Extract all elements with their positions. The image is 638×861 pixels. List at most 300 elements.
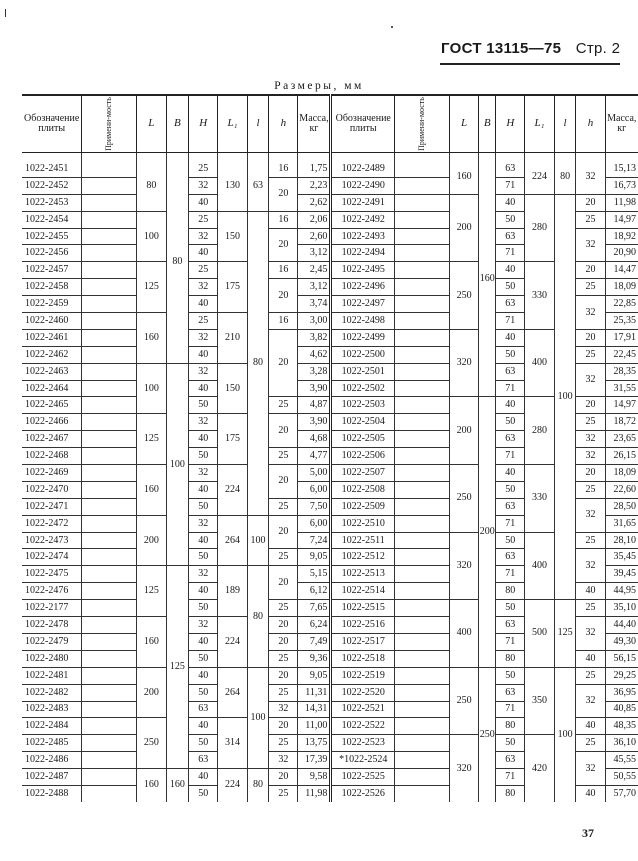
- dim-h: 32: [576, 296, 605, 330]
- mass-kg: 28,50: [605, 498, 638, 515]
- plate-designation: 1022-2521: [331, 701, 395, 718]
- plate-designation: 1022-2467: [22, 431, 82, 448]
- height-H: 71: [496, 448, 525, 465]
- height-H: 71: [496, 633, 525, 650]
- plate-designation: 1022-2499: [331, 329, 395, 346]
- plate-designation: 1022-2492: [331, 211, 395, 228]
- plate-designation: 1022-2482: [22, 684, 82, 701]
- applicability-cell: [82, 583, 137, 600]
- dim-h: 25: [576, 667, 605, 684]
- plate-designation: 1022-2451: [22, 161, 82, 177]
- table-row: [22, 194, 638, 211]
- mass-kg: 23,65: [605, 431, 638, 448]
- spacer-cell: [479, 153, 496, 162]
- dim-h: 32: [576, 549, 605, 583]
- applicability-cell: [395, 245, 450, 262]
- dim-h: 32: [576, 431, 605, 448]
- length-L: 80: [137, 161, 166, 211]
- mass-kg: 18,09: [605, 465, 638, 482]
- applicability-cell: [395, 684, 450, 701]
- height-H: 40: [496, 194, 525, 211]
- applicability-cell: [82, 363, 137, 380]
- spacer-cell: [298, 153, 331, 162]
- applicability-cell: [395, 313, 450, 330]
- height-H: 80: [496, 718, 525, 735]
- dim-l: 80: [247, 769, 269, 802]
- height-H: 25: [189, 313, 218, 330]
- applicability-cell: [82, 414, 137, 431]
- height-H: 50: [496, 346, 525, 363]
- dim-h: 25: [269, 735, 298, 752]
- header-rule: [440, 63, 620, 65]
- applicability-cell: [395, 532, 450, 549]
- dim-h: 16: [269, 161, 298, 177]
- mass-kg: 7,50: [298, 498, 331, 515]
- col-L: L: [137, 95, 166, 153]
- dim-h: 25: [576, 600, 605, 617]
- dim-h: 20: [269, 177, 298, 211]
- applicability-cell: [82, 515, 137, 532]
- length-L1: 175: [218, 262, 247, 313]
- height-H: 32: [189, 465, 218, 482]
- length-L: 200: [137, 515, 166, 566]
- col-mass-2: Масса, кг: [605, 95, 638, 153]
- applicability-cell: [82, 279, 137, 296]
- plate-designation: 1022-2491: [331, 194, 395, 211]
- plate-designation: 1022-2464: [22, 380, 82, 397]
- mass-kg: 9,05: [298, 667, 331, 684]
- height-H: 63: [496, 617, 525, 634]
- applicability-cell: [395, 735, 450, 752]
- height-H: 32: [189, 228, 218, 245]
- length-L1: 150: [218, 211, 247, 262]
- dim-h: 32: [576, 448, 605, 465]
- length-L: 160: [137, 617, 166, 668]
- dim-h: 20: [269, 769, 298, 786]
- height-H: 80: [496, 583, 525, 600]
- plate-designation: 1022-2489: [331, 161, 395, 177]
- plate-designation: 1022-2472: [22, 515, 82, 532]
- applicability-cell: [82, 194, 137, 211]
- applicability-cell: [82, 346, 137, 363]
- height-H: 71: [496, 313, 525, 330]
- col-mass: Масса, кг: [298, 95, 331, 153]
- dim-h: 32: [269, 752, 298, 769]
- plate-designation: 1022-2508: [331, 481, 395, 498]
- applicability-cell: [82, 313, 137, 330]
- plate-designation: 1022-2460: [22, 313, 82, 330]
- dim-h: 25: [576, 481, 605, 498]
- mass-kg: 7,24: [298, 532, 331, 549]
- table-row: [22, 600, 638, 617]
- plate-designation: 1022-2501: [331, 363, 395, 380]
- mass-kg: 2,06: [298, 211, 331, 228]
- mass-kg: 9,05: [298, 549, 331, 566]
- plate-designation: 1022-2506: [331, 448, 395, 465]
- height-H: 32: [189, 566, 218, 583]
- height-H: 50: [496, 600, 525, 617]
- mass-kg: 50,55: [605, 769, 638, 786]
- applicability-cell: [395, 329, 450, 346]
- table-row: [22, 397, 638, 414]
- applicability-cell: [395, 448, 450, 465]
- applicability-cell: [82, 329, 137, 346]
- plate-designation: 1022-2515: [331, 600, 395, 617]
- height-H: 50: [189, 735, 218, 752]
- mass-kg: 6,00: [298, 515, 331, 532]
- mass-kg: 22,45: [605, 346, 638, 363]
- height-H: 32: [189, 177, 218, 194]
- plate-designation: 1022-2487: [22, 769, 82, 786]
- length-L1: 330: [525, 262, 554, 330]
- applicability-cell: [395, 177, 450, 194]
- mass-kg: 11,98: [298, 785, 331, 801]
- dim-h: 20: [269, 566, 298, 600]
- dim-h: 25: [576, 346, 605, 363]
- mass-kg: 20,90: [605, 245, 638, 262]
- applicability-cell: [82, 431, 137, 448]
- length-L: 160: [137, 313, 166, 364]
- dim-h: 25: [269, 650, 298, 667]
- height-H: 50: [496, 414, 525, 431]
- height-H: 50: [189, 684, 218, 701]
- mass-kg: 7,49: [298, 633, 331, 650]
- width-B: 80: [166, 161, 189, 363]
- mass-kg: 9,36: [298, 650, 331, 667]
- mass-kg: 3,12: [298, 279, 331, 296]
- dimensions-table: [22, 94, 638, 802]
- length-L1: 500: [525, 600, 554, 668]
- applicability-cell: [395, 583, 450, 600]
- dim-h: 16: [269, 262, 298, 279]
- length-L: 125: [137, 414, 166, 465]
- dim-h: 25: [576, 279, 605, 296]
- height-H: 63: [496, 363, 525, 380]
- length-L1: 189: [218, 566, 247, 617]
- height-H: 50: [496, 667, 525, 684]
- plate-designation: 1022-2455: [22, 228, 82, 245]
- mass-kg: 35,45: [605, 549, 638, 566]
- applicability-cell: [395, 566, 450, 583]
- mass-kg: 3,82: [298, 329, 331, 346]
- dim-h: 20: [576, 397, 605, 414]
- applicability-cell: [395, 752, 450, 769]
- height-H: 80: [496, 650, 525, 667]
- plate-designation: 1022-2465: [22, 397, 82, 414]
- dim-h: 40: [576, 785, 605, 801]
- width-B: 160: [166, 769, 189, 802]
- dim-l: 80: [247, 566, 269, 667]
- dim-h: 32: [576, 363, 605, 397]
- height-H: 32: [189, 363, 218, 380]
- spacer-cell: [218, 153, 247, 162]
- plate-designation: 1022-2519: [331, 667, 395, 684]
- applicability-cell: [82, 498, 137, 515]
- applicability-cell: [82, 161, 137, 177]
- applicability-cell: [395, 397, 450, 414]
- height-H: 71: [496, 177, 525, 194]
- applicability-cell: [82, 769, 137, 786]
- dim-h: 40: [576, 718, 605, 735]
- height-H: 63: [496, 228, 525, 245]
- mass-kg: 18,92: [605, 228, 638, 245]
- spacer-cell: [576, 153, 605, 162]
- applicability-cell: [395, 279, 450, 296]
- col-designation: Обозначение плиты: [22, 95, 82, 153]
- applicability-cell: [395, 161, 450, 177]
- applicability-cell: [395, 633, 450, 650]
- dim-h: 20: [269, 329, 298, 397]
- height-H: 40: [189, 194, 218, 211]
- mass-kg: 2,45: [298, 262, 331, 279]
- plate-designation: 1022-2502: [331, 380, 395, 397]
- dim-l: 100: [554, 194, 576, 599]
- plate-designation: 1022-2503: [331, 397, 395, 414]
- dim-h: 32: [576, 228, 605, 262]
- height-H: 50: [496, 735, 525, 752]
- length-L: 160: [449, 161, 478, 194]
- mass-kg: 7,65: [298, 600, 331, 617]
- mass-kg: 36,10: [605, 735, 638, 752]
- length-L1: 224: [218, 617, 247, 668]
- dim-l: 80: [554, 161, 576, 194]
- height-H: 40: [189, 532, 218, 549]
- margin-mark: [5, 9, 6, 17]
- dim-l: 125: [554, 600, 576, 668]
- applicability-cell: [395, 211, 450, 228]
- mass-kg: 31,55: [605, 380, 638, 397]
- spacer-cell: [166, 153, 189, 162]
- col-h: h: [269, 95, 298, 153]
- plate-designation: 1022-2518: [331, 650, 395, 667]
- mass-kg: 25,35: [605, 313, 638, 330]
- dim-h: 32: [576, 498, 605, 532]
- plate-designation: 1022-2478: [22, 617, 82, 634]
- mass-kg: 22,60: [605, 481, 638, 498]
- dim-h: 20: [269, 617, 298, 634]
- mass-kg: 14,97: [605, 397, 638, 414]
- dim-h: 32: [576, 617, 605, 651]
- mass-kg: 57,70: [605, 785, 638, 801]
- mass-kg: 39,45: [605, 566, 638, 583]
- applicability-cell: [82, 667, 137, 684]
- dimensions-table-wrap: [22, 94, 638, 802]
- applicability-cell: [395, 515, 450, 532]
- spacer-cell: [496, 153, 525, 162]
- length-L: 320: [449, 329, 478, 397]
- width-B: 100: [166, 363, 189, 566]
- plate-designation: 1022-2496: [331, 279, 395, 296]
- col-L1-2: L₁: [525, 95, 554, 153]
- applicability-cell: [395, 363, 450, 380]
- plate-designation: 1022-2486: [22, 752, 82, 769]
- mass-kg: 5,00: [298, 465, 331, 482]
- plate-designation: 1022-2512: [331, 549, 395, 566]
- height-H: 40: [189, 633, 218, 650]
- scan-speck: [391, 26, 393, 28]
- plate-designation: 1022-2473: [22, 532, 82, 549]
- dim-h: 25: [269, 498, 298, 515]
- mass-kg: 45,55: [605, 752, 638, 769]
- height-H: 63: [496, 161, 525, 177]
- spacer-cell: [137, 153, 166, 162]
- height-H: 32: [189, 414, 218, 431]
- plate-designation: 1022-2498: [331, 313, 395, 330]
- length-L: 200: [449, 397, 478, 465]
- applicability-cell: [82, 465, 137, 482]
- length-L1: 210: [218, 313, 247, 364]
- spacer-cell: [269, 153, 298, 162]
- applicability-cell: [395, 498, 450, 515]
- height-H: 63: [189, 752, 218, 769]
- applicability-cell: [395, 701, 450, 718]
- height-H: 71: [496, 769, 525, 786]
- applicability-cell: [395, 769, 450, 786]
- length-L: 100: [137, 363, 166, 414]
- length-L: 250: [449, 465, 478, 533]
- dim-h: 20: [269, 414, 298, 448]
- mass-kg: 22,85: [605, 296, 638, 313]
- length-L1: 264: [218, 515, 247, 566]
- spacer-cell: [82, 153, 137, 162]
- mass-kg: 6,24: [298, 617, 331, 634]
- height-H: 40: [189, 245, 218, 262]
- applicability-cell: [395, 667, 450, 684]
- height-H: 63: [189, 701, 218, 718]
- plate-designation: 1022-2493: [331, 228, 395, 245]
- height-H: 50: [189, 600, 218, 617]
- spacer-cell: [331, 153, 395, 162]
- spacer-row: [22, 153, 638, 162]
- height-H: 40: [189, 481, 218, 498]
- plate-designation: 1022-2453: [22, 194, 82, 211]
- plate-designation: 1022-2497: [331, 296, 395, 313]
- applicability-cell: [395, 600, 450, 617]
- height-H: 63: [496, 498, 525, 515]
- applicability-cell: [395, 431, 450, 448]
- applicability-cell: [395, 228, 450, 245]
- table-row: [22, 465, 638, 482]
- mass-kg: 18,09: [605, 279, 638, 296]
- applicability-cell: [82, 177, 137, 194]
- dim-h: 25: [576, 211, 605, 228]
- plate-designation: 1022-2461: [22, 329, 82, 346]
- height-H: 50: [189, 498, 218, 515]
- plate-designation: 1022-2505: [331, 431, 395, 448]
- height-H: 50: [496, 211, 525, 228]
- mass-kg: 11,00: [298, 718, 331, 735]
- mass-kg: 9,58: [298, 769, 331, 786]
- length-L: 250: [137, 718, 166, 769]
- mass-kg: 36,95: [605, 684, 638, 701]
- dim-h: 32: [576, 161, 605, 194]
- mass-kg: 5,15: [298, 566, 331, 583]
- table-row: [22, 532, 638, 549]
- height-H: 40: [189, 346, 218, 363]
- mass-kg: 6,12: [298, 583, 331, 600]
- plate-designation: 1022-2483: [22, 701, 82, 718]
- height-H: 63: [496, 549, 525, 566]
- height-H: 71: [496, 515, 525, 532]
- mass-kg: 17,91: [605, 329, 638, 346]
- dim-h: 25: [269, 448, 298, 465]
- dim-h: 16: [269, 211, 298, 228]
- dim-h: 20: [269, 633, 298, 650]
- spacer-cell: [189, 153, 218, 162]
- mass-kg: 17,39: [298, 752, 331, 769]
- plate-designation: 1022-2495: [331, 262, 395, 279]
- dim-h: 16: [269, 313, 298, 330]
- mass-kg: 3,90: [298, 380, 331, 397]
- plate-designation: 1022-2513: [331, 566, 395, 583]
- mass-kg: 11,31: [298, 684, 331, 701]
- length-L1: 224: [218, 465, 247, 516]
- table-caption: Размеры, мм: [274, 80, 364, 92]
- length-L: 160: [137, 465, 166, 516]
- applicability-cell: [82, 245, 137, 262]
- applicability-cell: [395, 718, 450, 735]
- mass-kg: 13,75: [298, 735, 331, 752]
- height-H: 71: [496, 701, 525, 718]
- height-H: 50: [189, 549, 218, 566]
- length-L: 200: [137, 667, 166, 718]
- height-H: 50: [496, 532, 525, 549]
- dim-h: 20: [269, 667, 298, 684]
- height-H: 32: [189, 515, 218, 532]
- plate-designation: 1022-2470: [22, 481, 82, 498]
- height-H: 50: [496, 481, 525, 498]
- mass-kg: 3,28: [298, 363, 331, 380]
- mass-kg: 44,95: [605, 583, 638, 600]
- col-h-2: h: [576, 95, 605, 153]
- plate-designation: 1022-2485: [22, 735, 82, 752]
- applicability-cell: [82, 752, 137, 769]
- applicability-cell: [395, 617, 450, 634]
- col-L1: L₁: [218, 95, 247, 153]
- plate-designation: 1022-2471: [22, 498, 82, 515]
- plate-designation: 1022-2459: [22, 296, 82, 313]
- plate-designation: 1022-2457: [22, 262, 82, 279]
- applicability-cell: [82, 481, 137, 498]
- dim-h: 25: [269, 785, 298, 801]
- mass-kg: 40,85: [605, 701, 638, 718]
- applicability-cell: [82, 650, 137, 667]
- col-applicability-2: Примени-мость: [395, 95, 450, 153]
- table-row: [22, 161, 638, 177]
- plate-designation: *1022-2524: [331, 752, 395, 769]
- height-H: 50: [189, 650, 218, 667]
- height-H: 40: [189, 380, 218, 397]
- dim-l: 100: [247, 667, 269, 768]
- length-L: 250: [449, 667, 478, 735]
- height-H: 71: [496, 245, 525, 262]
- plate-designation: 1022-2509: [331, 498, 395, 515]
- height-H: 25: [189, 262, 218, 279]
- plate-designation: 1022-2520: [331, 684, 395, 701]
- length-L1: 280: [525, 194, 554, 262]
- applicability-cell: [82, 633, 137, 650]
- dim-h: 25: [269, 397, 298, 414]
- plate-designation: 1022-2516: [331, 617, 395, 634]
- applicability-cell: [395, 481, 450, 498]
- height-H: 25: [189, 161, 218, 177]
- standard-number: ГОСТ 13115—75: [441, 40, 562, 57]
- table-row: [22, 262, 638, 279]
- mass-kg: 2,23: [298, 177, 331, 194]
- height-H: 40: [496, 329, 525, 346]
- applicability-cell: [82, 684, 137, 701]
- height-H: 80: [496, 785, 525, 801]
